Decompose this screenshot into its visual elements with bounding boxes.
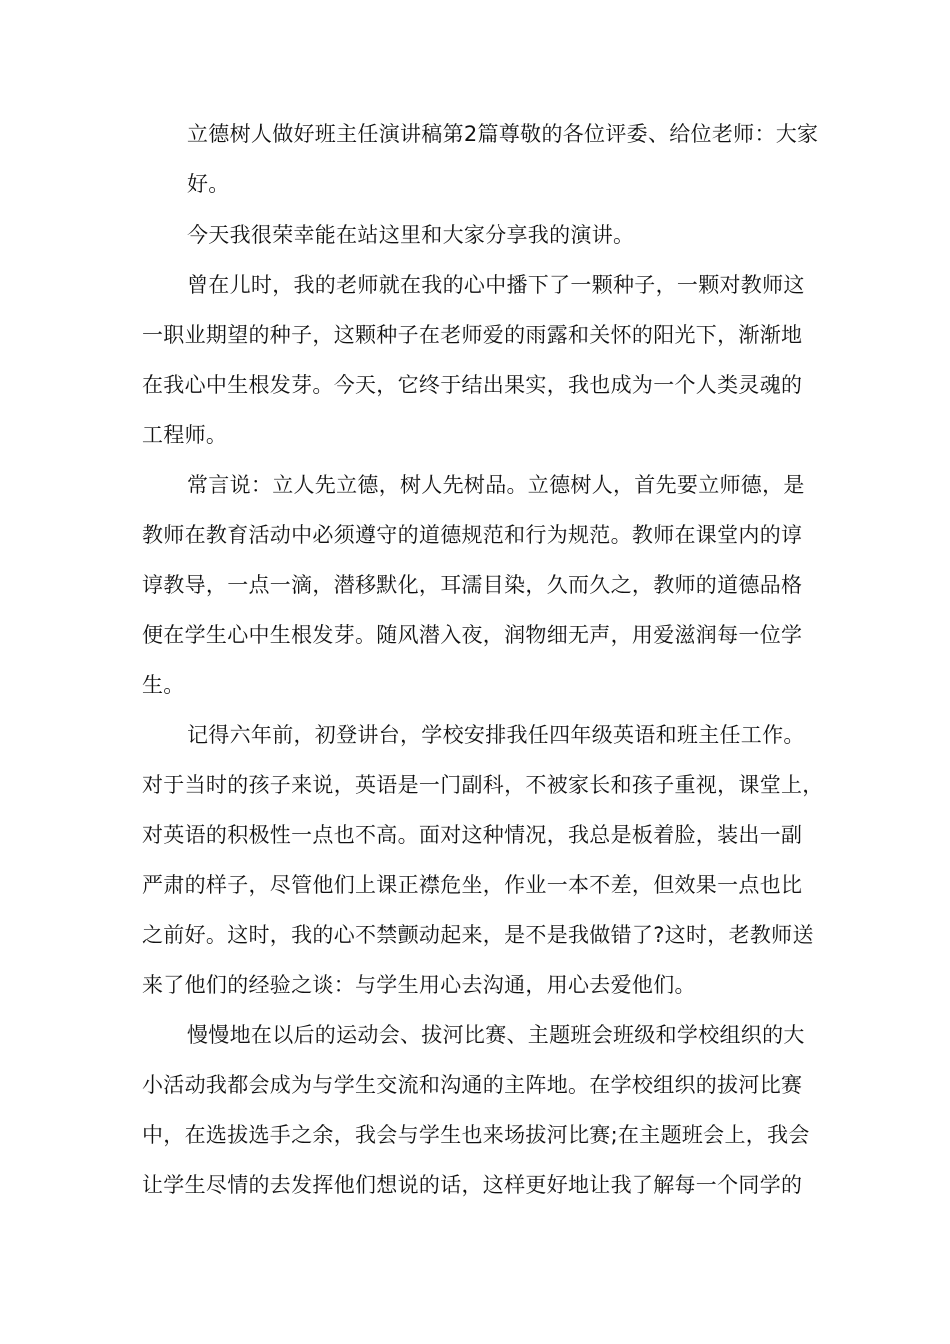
text-line: 曾在儿时，我的老师就在我的心中播下了一颗种子，一颗对教师这 [187, 273, 805, 297]
text-line: 对于当时的孩子来说，英语是一门副科，不被家长和孩子重视，课堂上， [142, 773, 824, 797]
text-line: 慢慢地在以后的运动会、拔河比赛、主题班会班级和学校组织的大 [187, 1023, 805, 1047]
text-line: 生。 [142, 673, 185, 697]
text-line: 好。 [187, 172, 230, 196]
text-line: 便在学生心中生根发芽。随风潜入夜，润物细无声，用爱滋润每一位学 [142, 623, 803, 647]
text-line: 来了他们的经验之谈：与学生用心去沟通，用心去爱他们。 [142, 973, 696, 997]
text-line: 今天我很荣幸能在站这里和大家分享我的演讲。 [187, 223, 635, 247]
text-line: 工程师。 [142, 423, 228, 447]
text-line: 之前好。这时，我的心不禁颤动起来，是不是我做错了?这时，老教师送 [142, 923, 814, 947]
text-line: 记得六年前，初登讲台，学校安排我任四年级英语和班主任工作。 [187, 723, 805, 747]
text-line: 对英语的积极性一点也不高。面对这种情况，我总是板着脸，装出一副 [142, 823, 803, 847]
text-line: 中，在选拔选手之余，我会与学生也来场拔河比赛;在主题班会上，我会 [142, 1123, 810, 1147]
text-line: 严肃的样子，尽管他们上课正襟危坐，作业一本不差，但效果一点也比 [142, 873, 803, 897]
text-line: 小活动我都会成为与学生交流和沟通的主阵地。在学校组织的拔河比赛 [142, 1073, 803, 1097]
text-line: 立德树人做好班主任演讲稿第2篇尊敬的各位评委、给位老师：大家 [187, 122, 819, 146]
text-line: 教师在教育活动中必须遵守的道德规范和行为规范。教师在课堂内的谆 [142, 523, 803, 547]
text-line: 在我心中生根发芽。今天，它终于结出果实，我也成为一个人类灵魂的 [142, 373, 803, 397]
text-line: 一职业期望的种子，这颗种子在老师爱的雨露和关怀的阳光下，渐渐地 [142, 323, 803, 347]
text-line: 谆教导，一点一滴，潜移默化，耳濡目染，久而久之，教师的道德品格 [142, 573, 803, 597]
text-line: 让学生尽情的去发挥他们想说的话，这样更好地让我了解每一个同学的 [142, 1173, 803, 1197]
text-line: 常言说：立人先立德，树人先树品。立德树人，首先要立师德，是 [187, 473, 805, 497]
